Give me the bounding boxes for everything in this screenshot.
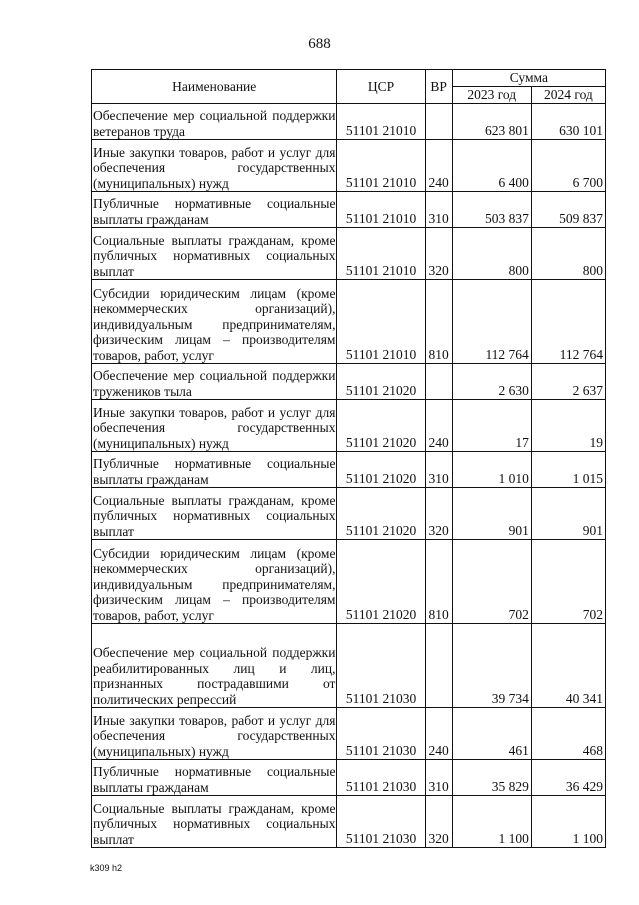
row-vr: 310: [425, 192, 452, 228]
table-row: [92, 796, 606, 848]
table-row: [92, 452, 606, 488]
row-sum-2024: 1 015: [531, 452, 605, 488]
row-csr: 51101 21030: [337, 708, 425, 760]
row-name: Публичные нормативные социальные выплаты гражданам: [92, 760, 337, 796]
row-vr: 320: [425, 796, 452, 848]
header-vr: ВР: [425, 70, 452, 104]
row-sum-2024: 630 101: [531, 104, 605, 140]
row-name: Иные закупки товаров, работ и услуг для обеспечения государственных (муниципальных) нужд: [92, 140, 337, 192]
row-name: Обеспечение мер социальной поддержки реабилитированных лиц и лиц, признанных пострадавшими от политических репрессий: [92, 624, 337, 708]
row-vr: 320: [425, 488, 452, 540]
header-name: Наименование: [92, 70, 337, 104]
row-vr: 310: [425, 760, 452, 796]
row-csr: 51101 21020: [337, 452, 425, 488]
row-name: Иные закупки товаров, работ и услуг для обеспечения государственных (муниципальных) нужд: [92, 708, 337, 760]
row-sum-2023: 6 400: [452, 140, 531, 192]
row-sum-2023: 2 630: [452, 364, 531, 400]
table-row: [92, 280, 606, 364]
row-name: Обеспечение мер социальной поддержки ветеранов труда: [92, 104, 337, 140]
page-number: 688: [308, 36, 331, 52]
row-csr: 51101 21010: [337, 104, 425, 140]
table-row: [92, 400, 606, 452]
row-sum-2024: 6 700: [531, 140, 605, 192]
row-vr: 810: [425, 280, 452, 364]
header-csr: ЦСР: [337, 70, 425, 104]
table-row: [92, 364, 606, 400]
row-name: Публичные нормативные социальные выплаты гражданам: [92, 452, 337, 488]
header-year-2023: 2023 год: [452, 87, 531, 104]
row-csr: 51101 21010: [337, 192, 425, 228]
row-sum-2024: 2 637: [531, 364, 605, 400]
table-row: [92, 760, 606, 796]
row-csr: 51101 21020: [337, 400, 425, 452]
row-sum-2023: 39 734: [452, 624, 531, 708]
row-name: Социальные выплаты гражданам, кроме публичных нормативных социальных выплат: [92, 488, 337, 540]
document-code: k309 h2: [90, 863, 123, 873]
row-vr: 240: [425, 400, 452, 452]
table-header: [92, 70, 606, 104]
row-name: Публичные нормативные социальные выплаты гражданам: [92, 192, 337, 228]
row-sum-2024: 800: [531, 228, 605, 280]
row-sum-2024: 509 837: [531, 192, 605, 228]
row-csr: 51101 21020: [337, 540, 425, 624]
row-sum-2024: 901: [531, 488, 605, 540]
row-sum-2024: 19: [531, 400, 605, 452]
row-vr: [425, 364, 452, 400]
row-vr: 320: [425, 228, 452, 280]
row-csr: 51101 21020: [337, 488, 425, 540]
table-row: [92, 708, 606, 760]
table-row: [92, 624, 606, 708]
row-sum-2024: 468: [531, 708, 605, 760]
row-sum-2023: 503 837: [452, 192, 531, 228]
row-csr: 51101 21030: [337, 760, 425, 796]
row-vr: 240: [425, 708, 452, 760]
row-sum-2024: 1 100: [531, 796, 605, 848]
row-csr: 51101 21030: [337, 796, 425, 848]
row-sum-2023: 112 764: [452, 280, 531, 364]
row-name: Иные закупки товаров, работ и услуг для обеспечения государственных (муниципальных) нужд: [92, 400, 337, 452]
row-sum-2023: 35 829: [452, 760, 531, 796]
row-sum-2023: 800: [452, 228, 531, 280]
row-vr: 310: [425, 452, 452, 488]
table-row: [92, 488, 606, 540]
row-sum-2024: 112 764: [531, 280, 605, 364]
row-csr: 51101 21030: [337, 624, 425, 708]
row-sum-2023: 901: [452, 488, 531, 540]
header-year-2024: 2024 год: [531, 87, 605, 104]
row-sum-2023: 461: [452, 708, 531, 760]
row-vr: 810: [425, 540, 452, 624]
row-sum-2023: 17: [452, 400, 531, 452]
table-row: [92, 104, 606, 140]
row-csr: 51101 21010: [337, 280, 425, 364]
table-row: [92, 140, 606, 192]
row-vr: [425, 104, 452, 140]
row-name: Социальные выплаты гражданам, кроме публичных нормативных социальных выплат: [92, 796, 337, 848]
row-csr: 51101 21010: [337, 228, 425, 280]
header-sum: Сумма: [452, 70, 605, 87]
row-sum-2023: 623 801: [452, 104, 531, 140]
table-row: [92, 540, 606, 624]
row-sum-2023: 1 100: [452, 796, 531, 848]
budget-table: [91, 69, 606, 848]
row-sum-2024: 36 429: [531, 760, 605, 796]
table-row: [92, 228, 606, 280]
row-vr: [425, 624, 452, 708]
row-name: Субсидии юридическим лицам (кроме некоммерческих организаций), индивидуальным предпринимателям, физическим лицам – производителям товаров, работ, услуг: [92, 540, 337, 624]
row-csr: 51101 21010: [337, 140, 425, 192]
row-name: Субсидии юридическим лицам (кроме некоммерческих организаций), индивидуальным предпринимателям, физическим лицам – производителям товаров, работ, услуг: [92, 280, 337, 364]
row-name: Социальные выплаты гражданам, кроме публичных нормативных социальных выплат: [92, 228, 337, 280]
table-row: [92, 192, 606, 228]
table-body: [92, 104, 606, 848]
row-sum-2024: 40 341: [531, 624, 605, 708]
row-csr: 51101 21020: [337, 364, 425, 400]
row-sum-2024: 702: [531, 540, 605, 624]
row-name: Обеспечение мер социальной поддержки тружеников тыла: [92, 364, 337, 400]
row-vr: 240: [425, 140, 452, 192]
row-sum-2023: 702: [452, 540, 531, 624]
row-sum-2023: 1 010: [452, 452, 531, 488]
